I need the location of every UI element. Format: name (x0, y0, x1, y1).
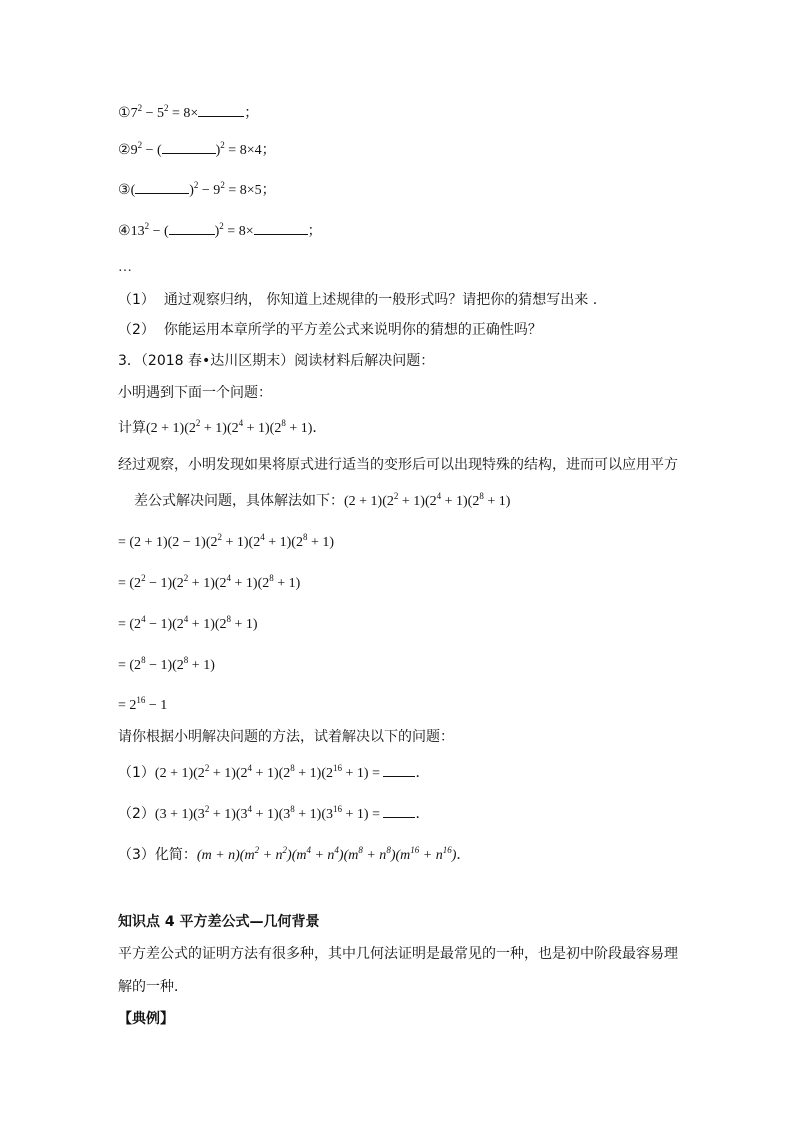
answer-blank[interactable] (254, 221, 308, 235)
sub-question-2: $(2)(3 + 1)(3^2 + 1)(3^4 + 1)(3^8 + 1)(3^{16} + 1)$ = ． (118, 804, 430, 822)
answer-blank[interactable] (198, 103, 244, 117)
step-5: = $2^{16} - 1$ (118, 695, 168, 713)
step-2: = $(2^2 - 1)(2^2 + 1)(2^4 + 1)(2^8 + 1)$ (118, 573, 301, 591)
question-2: （2） 你能运用本章所学的平方差公式来说明你的猜想的正确性吗？ (118, 322, 542, 338)
answer-blank[interactable] (169, 221, 215, 235)
exercise-3: ③( )$^2 - 9^2 = 8\times 5$； (118, 180, 276, 198)
step-3: = $(2^4 - 1)(2^4 + 1)(2^8 + 1)$ (118, 614, 258, 632)
sub-question-3: （3）化简：$(m + n)(m^2 + n^2)(m^4 + n^4)(m^8 + n^8)(m^{16} + n^{16})$． (118, 845, 471, 863)
step-1: = $(2 + 1)(2 - 1)(2^2 + 1)(2^4 + 1)(2^8 + 1)$ (118, 532, 335, 550)
observe-line-1: 经过观察，小明发现如果将原式进行适当的变形后可以出现特殊的结构，进而可以应用平方 (118, 457, 678, 473)
exercise-2: $②9^2$ − ( )$^2$ = 8×4； (118, 140, 276, 158)
question-1: （1） 通过观察归纳， 你知道上述规律的一般形式吗？请把你的猜想写出来 . (118, 292, 598, 308)
answer-blank[interactable] (162, 140, 216, 154)
exercise-1: $①7^2 - 5^2 = 8\times$ ； (118, 103, 259, 121)
ellipsis: … (118, 260, 132, 275)
example-heading: 【典例】 (118, 1011, 174, 1027)
answer-blank[interactable] (383, 763, 415, 777)
answer-blank[interactable] (135, 180, 189, 194)
problem-3-intro: 小明遇到下面一个问题： (118, 385, 272, 401)
exercise-4: $④13^2$ − ( )$^2$ = 8× ； (118, 221, 322, 239)
calc-line: 计算$(2 + 1)(2^2 + 1)(2^4 + 1)(2^8 + 1)$． (118, 418, 327, 436)
section-4-para-2: 解的一种． (118, 979, 188, 995)
observe-line-2: 差公式解决问题，具体解法如下：$(2 + 1)(2^2 + 1)(2^4 + 1)(2^8 + 1)$ (134, 491, 511, 509)
sub-question-1: $(1)(2 + 1)(2^2 + 1)(2^4 + 1)(2^8 + 1)(2^{16} + 1)$ = ． (118, 763, 430, 781)
problem-3-title: 3．（2018 春•达川区期末）阅读材料后解决问题： (118, 353, 435, 369)
answer-blank[interactable] (383, 804, 415, 818)
step-4: = $(2^8 - 1)(2^8 + 1)$ (118, 655, 215, 673)
apply-line: 请你根据小明解决问题的方法，试着解决以下的问题： (118, 729, 454, 745)
section-4-para-1: 平方差公式的证明方法有很多种，其中几何法证明是最常见的一种，也是初中阶段最容易理 (118, 946, 678, 962)
section-4-title: 知识点 4 平方差公式—几何背景 (118, 914, 320, 930)
